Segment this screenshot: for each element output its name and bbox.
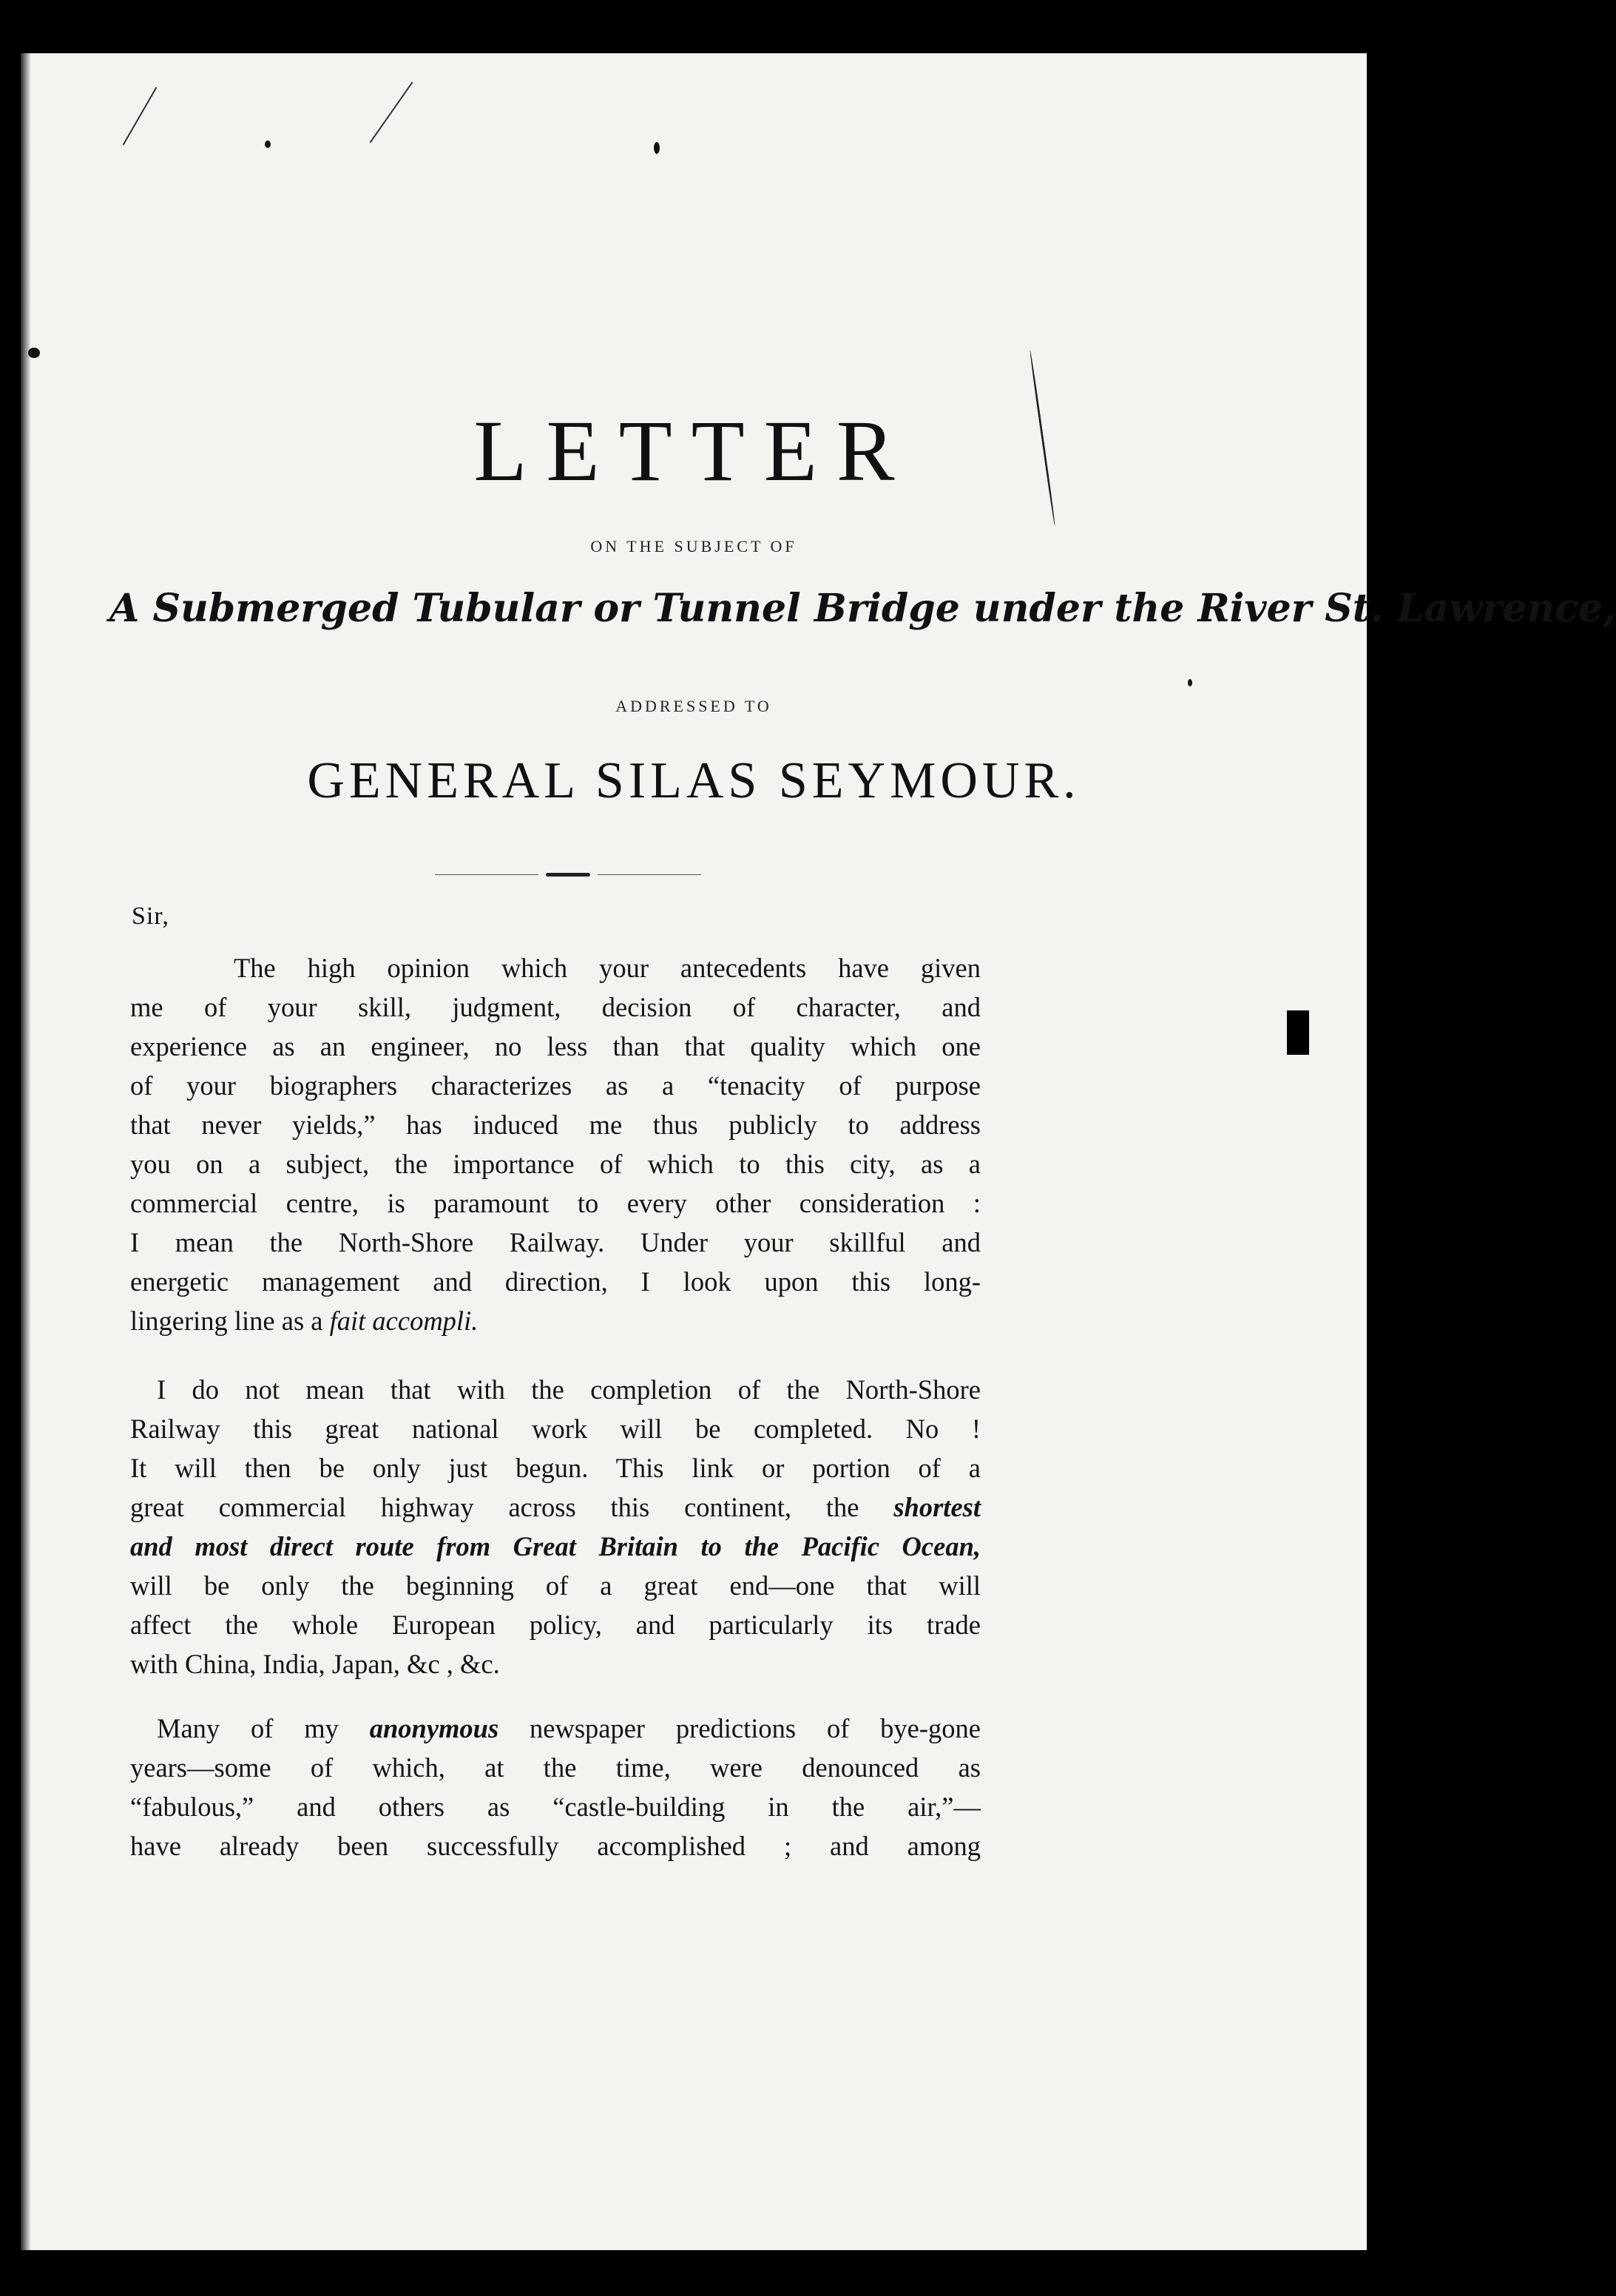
salutation: Sir, (132, 902, 169, 930)
text-line: have already been successfully accomplished ; and among (130, 1831, 981, 1861)
text-line: that never yields,” has induced me thus publicly to address (130, 1110, 981, 1140)
text-run: newspaper predictions of bye-gone (498, 1713, 981, 1743)
italic-phrase: shortest (893, 1492, 981, 1522)
subject-intro: ON THE SUBJECT OF (590, 537, 797, 556)
text-line: me of your skill, judgment, decision of character, and (130, 992, 981, 1022)
text-line: affect the whole European policy, and particularly its trade (130, 1610, 981, 1640)
paragraph-1 (130, 948, 981, 1340)
text-line: years—some of which, at the time, were denounced as (130, 1752, 981, 1783)
text-line: “fabulous,” and others as “castle-building in the air,”— (130, 1792, 981, 1822)
scan-mark (1287, 1010, 1309, 1055)
document-page (21, 53, 1616, 2250)
text-line (130, 1488, 981, 1527)
italic-phrase: fait accompli. (329, 1306, 479, 1336)
text-line: The high opinion which your antecedents have given (234, 953, 981, 983)
text-line: Railway this great national work will be completed. No ! (130, 1414, 981, 1444)
subject-heading: A Submerged Tubular or Tunnel Bridge under the River St. Lawrence, (109, 586, 1616, 631)
text-line: energetic management and direction, I look upon this long- (130, 1266, 981, 1297)
scan-mark (654, 142, 660, 154)
italic-phrase: anonymous (369, 1713, 499, 1743)
text-line: of your biographers characterizes as a “tenacity of purpose (130, 1070, 981, 1101)
text-line: I do not mean that with the completion of the North-Shore (157, 1374, 981, 1405)
text-run: Many of my (157, 1713, 370, 1743)
paragraph-3 (130, 1709, 981, 1866)
page-edge-shadow (21, 53, 31, 2250)
text-line (130, 1301, 981, 1340)
text-line: commercial centre, is paramount to every other consideration : (130, 1188, 981, 1218)
text-line: with China, India, Japan, &c , &c. (130, 1649, 500, 1679)
text-line: I mean the North-Shore Railway. Under your skillful and (130, 1227, 981, 1257)
text-line (130, 1709, 981, 1748)
scan-mark (28, 348, 40, 358)
text-line: experience as an engineer, no less than that quality which one (130, 1031, 981, 1061)
scan-mark (265, 141, 271, 148)
text-line: and most direct route from Great Britain to the Pacific Ocean, (130, 1531, 981, 1561)
text-line: will be only the beginning of a great end—one that will (130, 1570, 981, 1601)
scan-mark (1188, 679, 1192, 686)
recipient-name: GENERAL SILAS SEYMOUR. (307, 752, 1081, 809)
text-line: It will then be only just begun. This link or portion of a (130, 1453, 981, 1483)
paragraph-2 (130, 1370, 981, 1684)
ornamental-divider (435, 873, 701, 877)
addressed-to: ADDRESSED TO (615, 697, 772, 715)
scan-mark (123, 87, 158, 146)
text-run: lingering line as a (130, 1306, 330, 1336)
scan-mark (370, 81, 413, 143)
text-line: you on a subject, the importance of which to this city, as a (130, 1149, 981, 1179)
document-title: LETTER (473, 402, 914, 499)
text-run: great commercial highway across this continent, the (130, 1492, 894, 1522)
